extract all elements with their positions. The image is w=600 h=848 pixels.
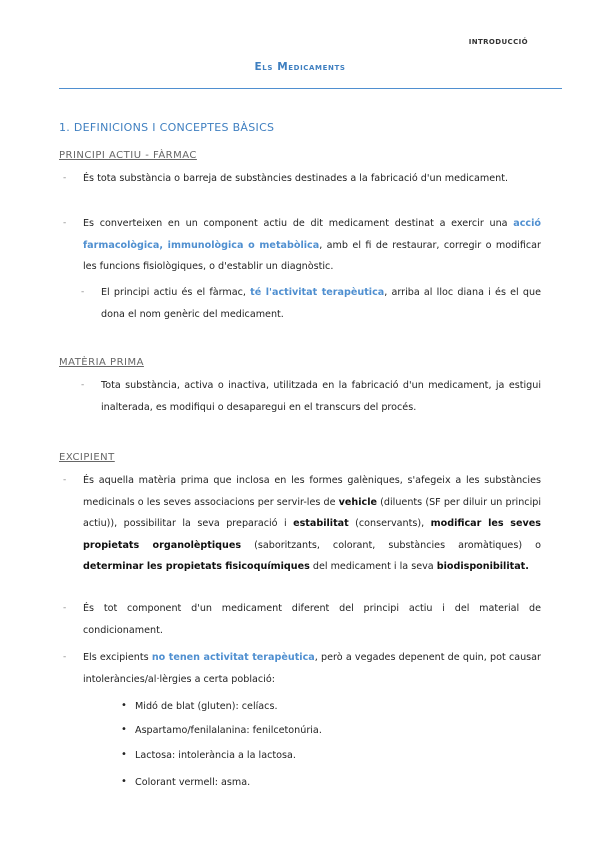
item-text: (conservants), bbox=[348, 518, 431, 529]
bold-text: estabilitat bbox=[293, 518, 349, 529]
item-text: És tot component d'un medicament diferent del principi actiu i del material de condicionament. bbox=[83, 603, 541, 636]
item-text: El principi actiu és el fàrmac, bbox=[101, 287, 251, 298]
bold-text: determinar les propietats fisicoquímiques bbox=[83, 561, 310, 572]
dash-bullet: - bbox=[81, 287, 85, 297]
highlighted-text: no tenen activitat terapèutica bbox=[151, 652, 315, 663]
bold-text: vehicle bbox=[338, 496, 378, 508]
item-text: , arriba al lloc diana i és el que dona el nom genèric del medicament. bbox=[101, 287, 541, 320]
dash-bullet: - bbox=[63, 475, 67, 485]
running-header: INTRODUCCIÓ bbox=[468, 38, 528, 46]
subheading-excipient: EXCIPIENT bbox=[59, 452, 115, 463]
list-item-principi-2 bbox=[63, 213, 541, 278]
bullet-dot: • bbox=[121, 776, 127, 787]
item-text: del medicament i la seva bbox=[309, 561, 437, 572]
list-item-excipient-2 bbox=[63, 598, 541, 641]
subheading-principi-actiu: PRINCIPI ACTIU - FÀRMAC bbox=[59, 150, 197, 161]
subheading-materia-prima: MATÈRIA PRIMA bbox=[59, 357, 144, 368]
title-divider bbox=[59, 88, 562, 89]
bullet-item bbox=[121, 776, 251, 790]
bullet-dot: • bbox=[121, 749, 127, 760]
dash-bullet: - bbox=[63, 173, 67, 183]
bullet-item bbox=[121, 749, 296, 763]
bullet-text: Lactosa: intolerància a la lactosa. bbox=[135, 750, 296, 761]
dash-bullet: - bbox=[63, 603, 67, 613]
item-text: , però a vegades depenent de quin, pot causar intoleràncies/al·lèrgies a certa població: bbox=[83, 652, 541, 685]
bold-text: modificar les seves propietats organolèptiques bbox=[83, 518, 541, 551]
dash-bullet: - bbox=[63, 218, 67, 228]
item-text: (saboritzants, colorant, substàncies aromàtiques) o bbox=[241, 539, 541, 551]
bullet-text: Midó de blat (gluten): celíacs. bbox=[135, 701, 278, 712]
bullet-item bbox=[121, 700, 278, 714]
bullet-text: Colorant vermell: asma. bbox=[135, 777, 251, 788]
bullet-text: Aspartamo/fenilalanina: fenilcetonúria. bbox=[135, 725, 322, 736]
item-text: És aquella matèria prima que inclosa en les formes galèniques, s'afegeix a les substàncies medicinals o les seves associacions per servir-les de bbox=[83, 475, 541, 508]
list-item-principi-1 bbox=[63, 168, 541, 190]
bullet-item bbox=[121, 724, 322, 738]
item-text: Es converteixen en un component actiu de dit medicament destinat a exercir una bbox=[83, 218, 514, 229]
bold-text: biodisponibilitat. bbox=[436, 561, 529, 572]
document-title: Els Medicaments bbox=[254, 61, 346, 73]
highlighted-text: té l'activitat terapèutica bbox=[250, 287, 385, 298]
bullet-dot: • bbox=[121, 700, 127, 711]
list-item-materia-1 bbox=[81, 375, 541, 418]
list-item-excipient-1 bbox=[63, 470, 541, 578]
dash-bullet: - bbox=[63, 652, 67, 662]
dash-bullet: - bbox=[81, 380, 85, 390]
item-text: Tota substància, activa o inactiva, utilitzada en la fabricació d'un medicament, ja estigui inalterada, es modifiqui o desaparegui en el transcurs del procés. bbox=[101, 380, 541, 413]
item-text: (diluents (SF per diluir un principi actiu)), possibilitar la seva preparació i bbox=[83, 496, 541, 529]
highlighted-text: acció farmacològica, immunològica o metabòlica bbox=[83, 218, 541, 251]
list-item-principi-sub bbox=[81, 282, 541, 325]
item-text: És tota substància o barreja de substàncies destinades a la fabricació d'un medicament. bbox=[83, 173, 509, 184]
list-item-excipient-3 bbox=[63, 647, 541, 690]
section-heading: 1. DEFINICIONS I CONCEPTES BÀSICS bbox=[59, 121, 275, 134]
bullet-dot: • bbox=[121, 724, 127, 735]
item-text: Els excipients bbox=[83, 652, 152, 663]
item-text: , amb el fi de restaurar, corregir o modificar les funcions fisiològiques, o d'establir un diagnòstic. bbox=[83, 239, 541, 272]
